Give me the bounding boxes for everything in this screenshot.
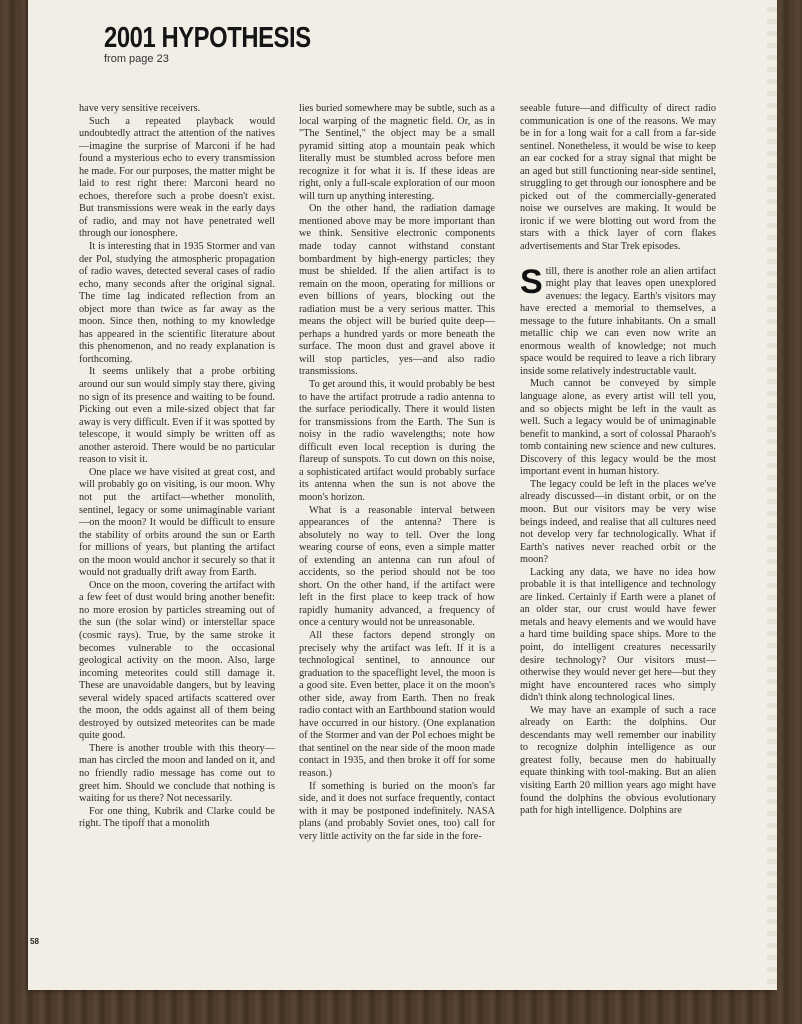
- paragraph: The legacy could be left in the places we've already discussed—in distant orbit, or on the moon. But our visitors may be very wise beings indeed, and realise that all cultures need not develop very far technologically. What if Earth's natives never reached orbit or the moon?: [520, 478, 716, 566]
- paragraph: Once on the moon, covering the artifact with a few feet of dust would bring another benefit: no more erosion by particles streaming out of the sun (the solar wind) or interstellar space (cosmic rays). True, by the same stroke it becomes vulnerable to the occasional geological activity on the moon. Also, large incoming meteorites could still damage it. These are unavoidable dangers, but by leaving several widely spaced artifacts scattered over the moon, the odds against all of them being destroyed by outsized meteorites can be made quite good.: [79, 579, 275, 742]
- paragraph: have very sensitive receivers.: [79, 103, 201, 114]
- paragraph: On the other hand, the radiation damage mentioned above may be more important than we think. Sensitive electronic components made today cannot withstand constant bombardment by high-energy particles; they must be shielded. If the alien artifact is to remain on the moon, operating for millions or even billions of years, blocking out the radiation must be a very serious matter. This means the object will be buried quite deep—perhaps a hundred yards or more beneath the surface. The moon dust and gravel above it will stop particles, yes—and also radio transmissions.: [299, 203, 495, 378]
- paragraph: All these factors depend strongly on precisely why the artifact was left. If it is a technological sentinel, to announce our graduation to the spaceflight level, the moon is a good site. Even better, place it on the moon's other side, away from Earth. Then no freak radio contact with an Earthbound station would have occurred in our history. (One explanation of the Stormer and van der Pol echoes might be that sentinel on the near side of the moon made contact in 1935, and then broke it off for some reason.): [299, 629, 495, 779]
- paragraph: Lacking any data, we have no idea how probable it is that intelligence and technology are linked. Certainly if Earth were a planet of an older star, our crust would have fewer metals and heavy elements and we would have a hard time building space ships. More to the point, do intelligent creatures necessarily desire technology? Our visitors must—otherwise they would never get here—but they might have encountered races who simply didn't think along technological lines.: [520, 566, 716, 704]
- paragraph: To get around this, it would probably be best to have the artifact protrude a radio antenna to the surface periodically. There it would listen for transmissions from the Earth. The Sun is noisy in the radio wavelengths; note how difficult even local reception is during the flareup of sunspots. To cut down on this noise, a sophisticated artifact would probably surface its antenna when the sun is not above the moon's horizon.: [299, 379, 495, 503]
- paragraph: Such a repeated playback would undoubtedly attract the attention of the natives—imagine the surprise of Marconi if he had found a mysterious echo to every transmission he made. For our purposes, the matter might be laid to rest right there: Marconi heard no echoes, therefore such a probe doesn't exist. But transmissions were weak in the early days of radio, and may not have penetrated well through our ionosphere.: [79, 115, 275, 240]
- paragraph: What is a reasonable interval between appearances of the antenna? There is absolutely no way to tell. Over the long wearing course of eons, even a simple matter of extending an antenna can run afoul of accidents, so the period should not be too short. On the other hand, if the artifact were left in the first place to keep track of how rapidly humanity advanced, a frequency of once a century would not be unreasonable.: [299, 504, 495, 629]
- text-column-1: [79, 103, 275, 831]
- paragraph: Much cannot be conveyed by simple language alone, as every artist will tell you, and so objects might be left in the vault as well. Such a legacy would be of unimaginable benefit to mankind, a sort of colossal Pharaoh's tomb containing new science and new cultures. Discovery of this legacy would be the most important event in human history.: [520, 378, 716, 478]
- torn-edge: [767, 0, 777, 990]
- paragraph: seeable future—and difficulty of direct radio communication is one of the reasons. We may be in for a long wait for a call from a far-side sentinel. Nonetheless, it would be wise to keep an ear cocked for a stray signal that might be an aged but still functioning near-side sentinel, struggling to get through our ionosphere and be picked out of the commercially-generated noise we ourselves are making. It would be ironic if we were blotting out word from the stars with a thick layer of corn flakes advertisements and Star Trek episodes.: [520, 103, 716, 253]
- text-column-2: [299, 103, 495, 843]
- paragraph: There is another trouble with this theory—man has circled the moon and landed on it, and no friendly radio message has come out to greet him. Should we conclude that nothing is waiting for us there? Not necessarily.: [79, 742, 275, 805]
- paragraph: For one thing, Kubrik and Clarke could be right. The tipoff that a monolith: [79, 805, 275, 830]
- paragraph: If something is buried on the moon's far side, and it does not surface frequently, contact with it may be postponed indefinitely. NASA plans (and probably Soviet ones, too) call for very little activity on the far side in the fore-: [299, 780, 495, 842]
- paragraph: It seems unlikely that a probe orbiting around our sun would simply stay there, giving no sign of its presence and waiting to be found. Picking out even a mile-sized object that far away is very difficult. Even if it was spotted by telescope, it would simply be written off as another asteroid. There would be no particular reason to visit it.: [79, 366, 275, 466]
- article-header: [104, 22, 356, 65]
- paragraph: It is interesting that in 1935 Stormer and van der Pol, studying the atmospheric propagation of radio waves, detected several cases of radio echo, many seconds after the original signal. The time lag indicated reflection from an object more than twice as far away as the moon. Since then, nothing to my knowledge has appeared in the scientific literature about this phenomenon, and no ready explanation is forthcoming.: [79, 241, 275, 365]
- drop-cap: S: [520, 262, 543, 301]
- page-number: 58: [30, 937, 39, 946]
- paragraph: lies buried somewhere may be subtle, such as a local warping of the magnetic field. Or, as in "The Sentinel," the object may be a small pyramid sitting atop a mountain peak which literally must be stumbled across before men recognize it for what it is. If these ideas are right, only a full-scale exploration of our moon will turn up anything interesting.: [299, 103, 495, 202]
- continued-from-note: from page 23: [104, 53, 169, 65]
- article-title: 2001 HYPOTHESIS: [104, 22, 311, 54]
- section-opening-paragraph: [520, 262, 716, 379]
- paragraph: One place we have visited at great cost, and will probably go on visiting, is our moon. Why not put the artifact—whether monolith, sentinel, legacy or some unimaginable variant—on the moon? It would be difficult to ensure the stability of orbits around the sun or Earth for millions of years, but planting the artifact on the moon would anchor it securely so that it would not gradually drift away from Earth.: [79, 466, 275, 579]
- paragraph: We may have an example of such a race already on Earth: the dolphins. Our descendants may well remember our inability to recognize dolphin intelligence as our greatest folly, because men do habitually equate thinking with tool-making. But an alien visiting Earth 20 million years ago might have found the dolphins the obvious evolutionary path for high intelligence. Dolphins are: [520, 704, 716, 817]
- section-opening-text: till, there is another role an alien artifact might play that leaves open unexplored avenues: the legacy. Earth's visitors may have erected a memorial to themselves, a message to the future inhabitants. On a small metallic chip we can even now write an enormous wealth of knowledge; not much space would be required to leave a rich library inside some relatively indestructable vault.: [520, 265, 716, 377]
- text-column-3: [520, 103, 716, 818]
